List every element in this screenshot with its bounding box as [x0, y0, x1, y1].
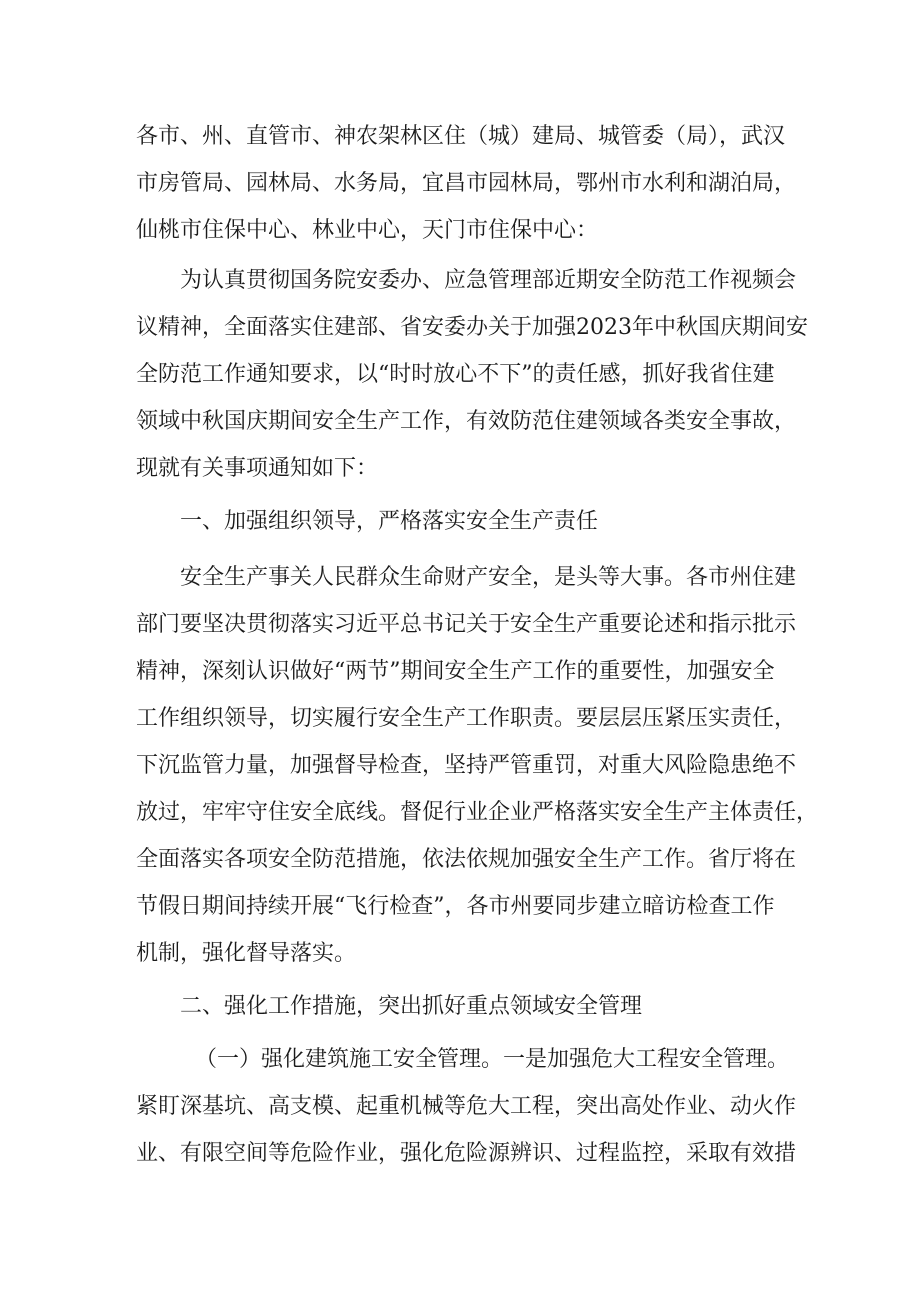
section-2-paragraph-line: （一）强化建筑施工安全管理。一是加强危大工程安全管理。 [195, 1047, 790, 1072]
section-heading-1: 一、加强组织领导，严格落实安全生产责任 [180, 509, 599, 534]
section-1-paragraph-line: 放过，牢牢守住安全底线。督促行业企业严格落实安全生产主体责任， [136, 800, 819, 825]
section-1-paragraph-line: 工作组织领导，切实履行安全生产工作职责。要层层压紧压实责任， [136, 706, 797, 731]
addressee-line: 仙桃市住保中心、林业中心，天门市住保中心： [136, 218, 599, 243]
section-1-paragraph-line: 部门要坚决贯彻落实习近平总书记关于安全生产重要论述和指示批示 [136, 612, 797, 637]
section-heading-2: 二、强化工作措施，突出抓好重点领域安全管理 [180, 994, 643, 1019]
section-1-paragraph-line: 安全生产事关人民群众生命财产安全，是头等大事。各市州住建 [180, 565, 797, 590]
section-1-paragraph-line: 机制，强化督导落实。 [136, 941, 357, 966]
intro-paragraph-line: 为认真贯彻国务院安委办、应急管理部近期安全防范工作视频会 [180, 268, 797, 293]
section-1-paragraph-line: 节假日期间持续开展“飞行检查”，各市州要同步建立暗访检查工作 [136, 894, 775, 919]
addressee-line: 各市、州、直管市、神农架林区住（城）建局、城管委（局），武汉 [136, 124, 786, 149]
intro-paragraph-line: 议精神，全面落实住建部、省安委办关于加强2023年中秋国庆期间安 [136, 315, 808, 340]
section-2-paragraph-line: 业、有限空间等危险作业，强化危险源辨识、过程监控，采取有效措 [136, 1141, 797, 1166]
intro-paragraph-line: 全防范工作通知要求，以“时时放心不下”的责任感，抓好我省住建 [136, 362, 775, 387]
section-1-paragraph-line: 下沉监管力量，加强督导检查，坚持严管重罚，对重大风险隐患绝不 [136, 753, 797, 778]
intro-paragraph-line: 现就有关事项通知如下： [136, 456, 379, 481]
addressee-line: 市房管局、园林局、水务局，宜昌市园林局，鄂州市水利和湖泊局， [136, 171, 797, 196]
section-1-paragraph-line: 精神，深刻认识做好“两节”期间安全生产工作的重要性，加强安全 [136, 659, 775, 684]
intro-paragraph-line: 领域中秋国庆期间安全生产工作，有效防范住建领域各类安全事故， [136, 409, 797, 434]
section-2-paragraph-line: 紧盯深基坑、高支模、起重机械等危大工程，突出高处作业、动火作 [136, 1094, 797, 1119]
section-1-paragraph-line: 全面落实各项安全防范措施，依法依规加强安全生产工作。省厅将在 [136, 847, 797, 872]
